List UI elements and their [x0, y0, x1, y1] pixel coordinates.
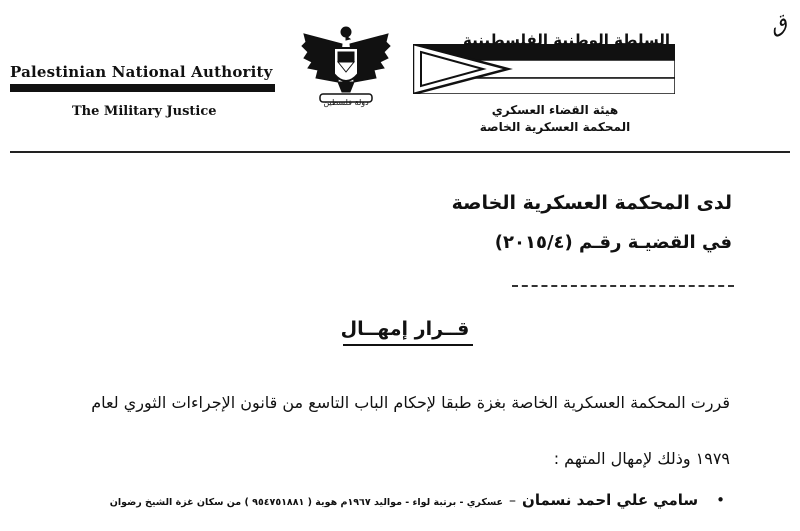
case-number: في القضيـة رقـم (٢٠١٥/٤)	[494, 232, 732, 253]
decision-paragraph-line-2: ١٩٧٩ وذلك لإمهال المتهم :	[553, 449, 730, 468]
bullet-icon: •	[716, 491, 725, 509]
decision-paragraph-line-1: قررت المحكمة العسكرية الخاصة بغزة طبقا لإحكام الباب التاسع من قانون الإجراءات الثوري لعام	[91, 393, 730, 412]
handwritten-corner-mark: ق	[766, 9, 791, 40]
emblem-caption: دولة فلسطين	[323, 98, 369, 107]
header-divider	[10, 151, 790, 153]
decision-title: قــرار إمهــال	[340, 318, 470, 340]
english-military-justice: The Military Justice	[72, 104, 217, 119]
dashed-divider	[512, 285, 734, 287]
court-heading: لدى المحكمة العسكرية الخاصة	[451, 192, 732, 214]
palestinian-flag-icon	[413, 44, 675, 94]
accused-separator: –	[509, 493, 517, 509]
accused-list-item	[110, 491, 725, 509]
decision-title-underline	[343, 344, 473, 346]
accused-details: عسكري - برتبة لواء - مواليد ١٩٦٧م هوية ( ٩٥٤٧٥١٨٨١ ) من سكان غزة الشيخ رضوان	[109, 497, 504, 508]
english-header-bar	[10, 84, 275, 92]
arabic-department-name: هيئة القضاء العسكري	[491, 103, 619, 117]
arabic-court-name: المحكمة العسكرية الخاصة	[479, 120, 631, 134]
english-authority-title: Palestinian National Authority	[10, 63, 273, 81]
accused-name: سامي علي احمد نسمان	[522, 491, 699, 509]
arabic-authority-title: السلطة الوطنية الفلسطينية	[463, 31, 670, 49]
